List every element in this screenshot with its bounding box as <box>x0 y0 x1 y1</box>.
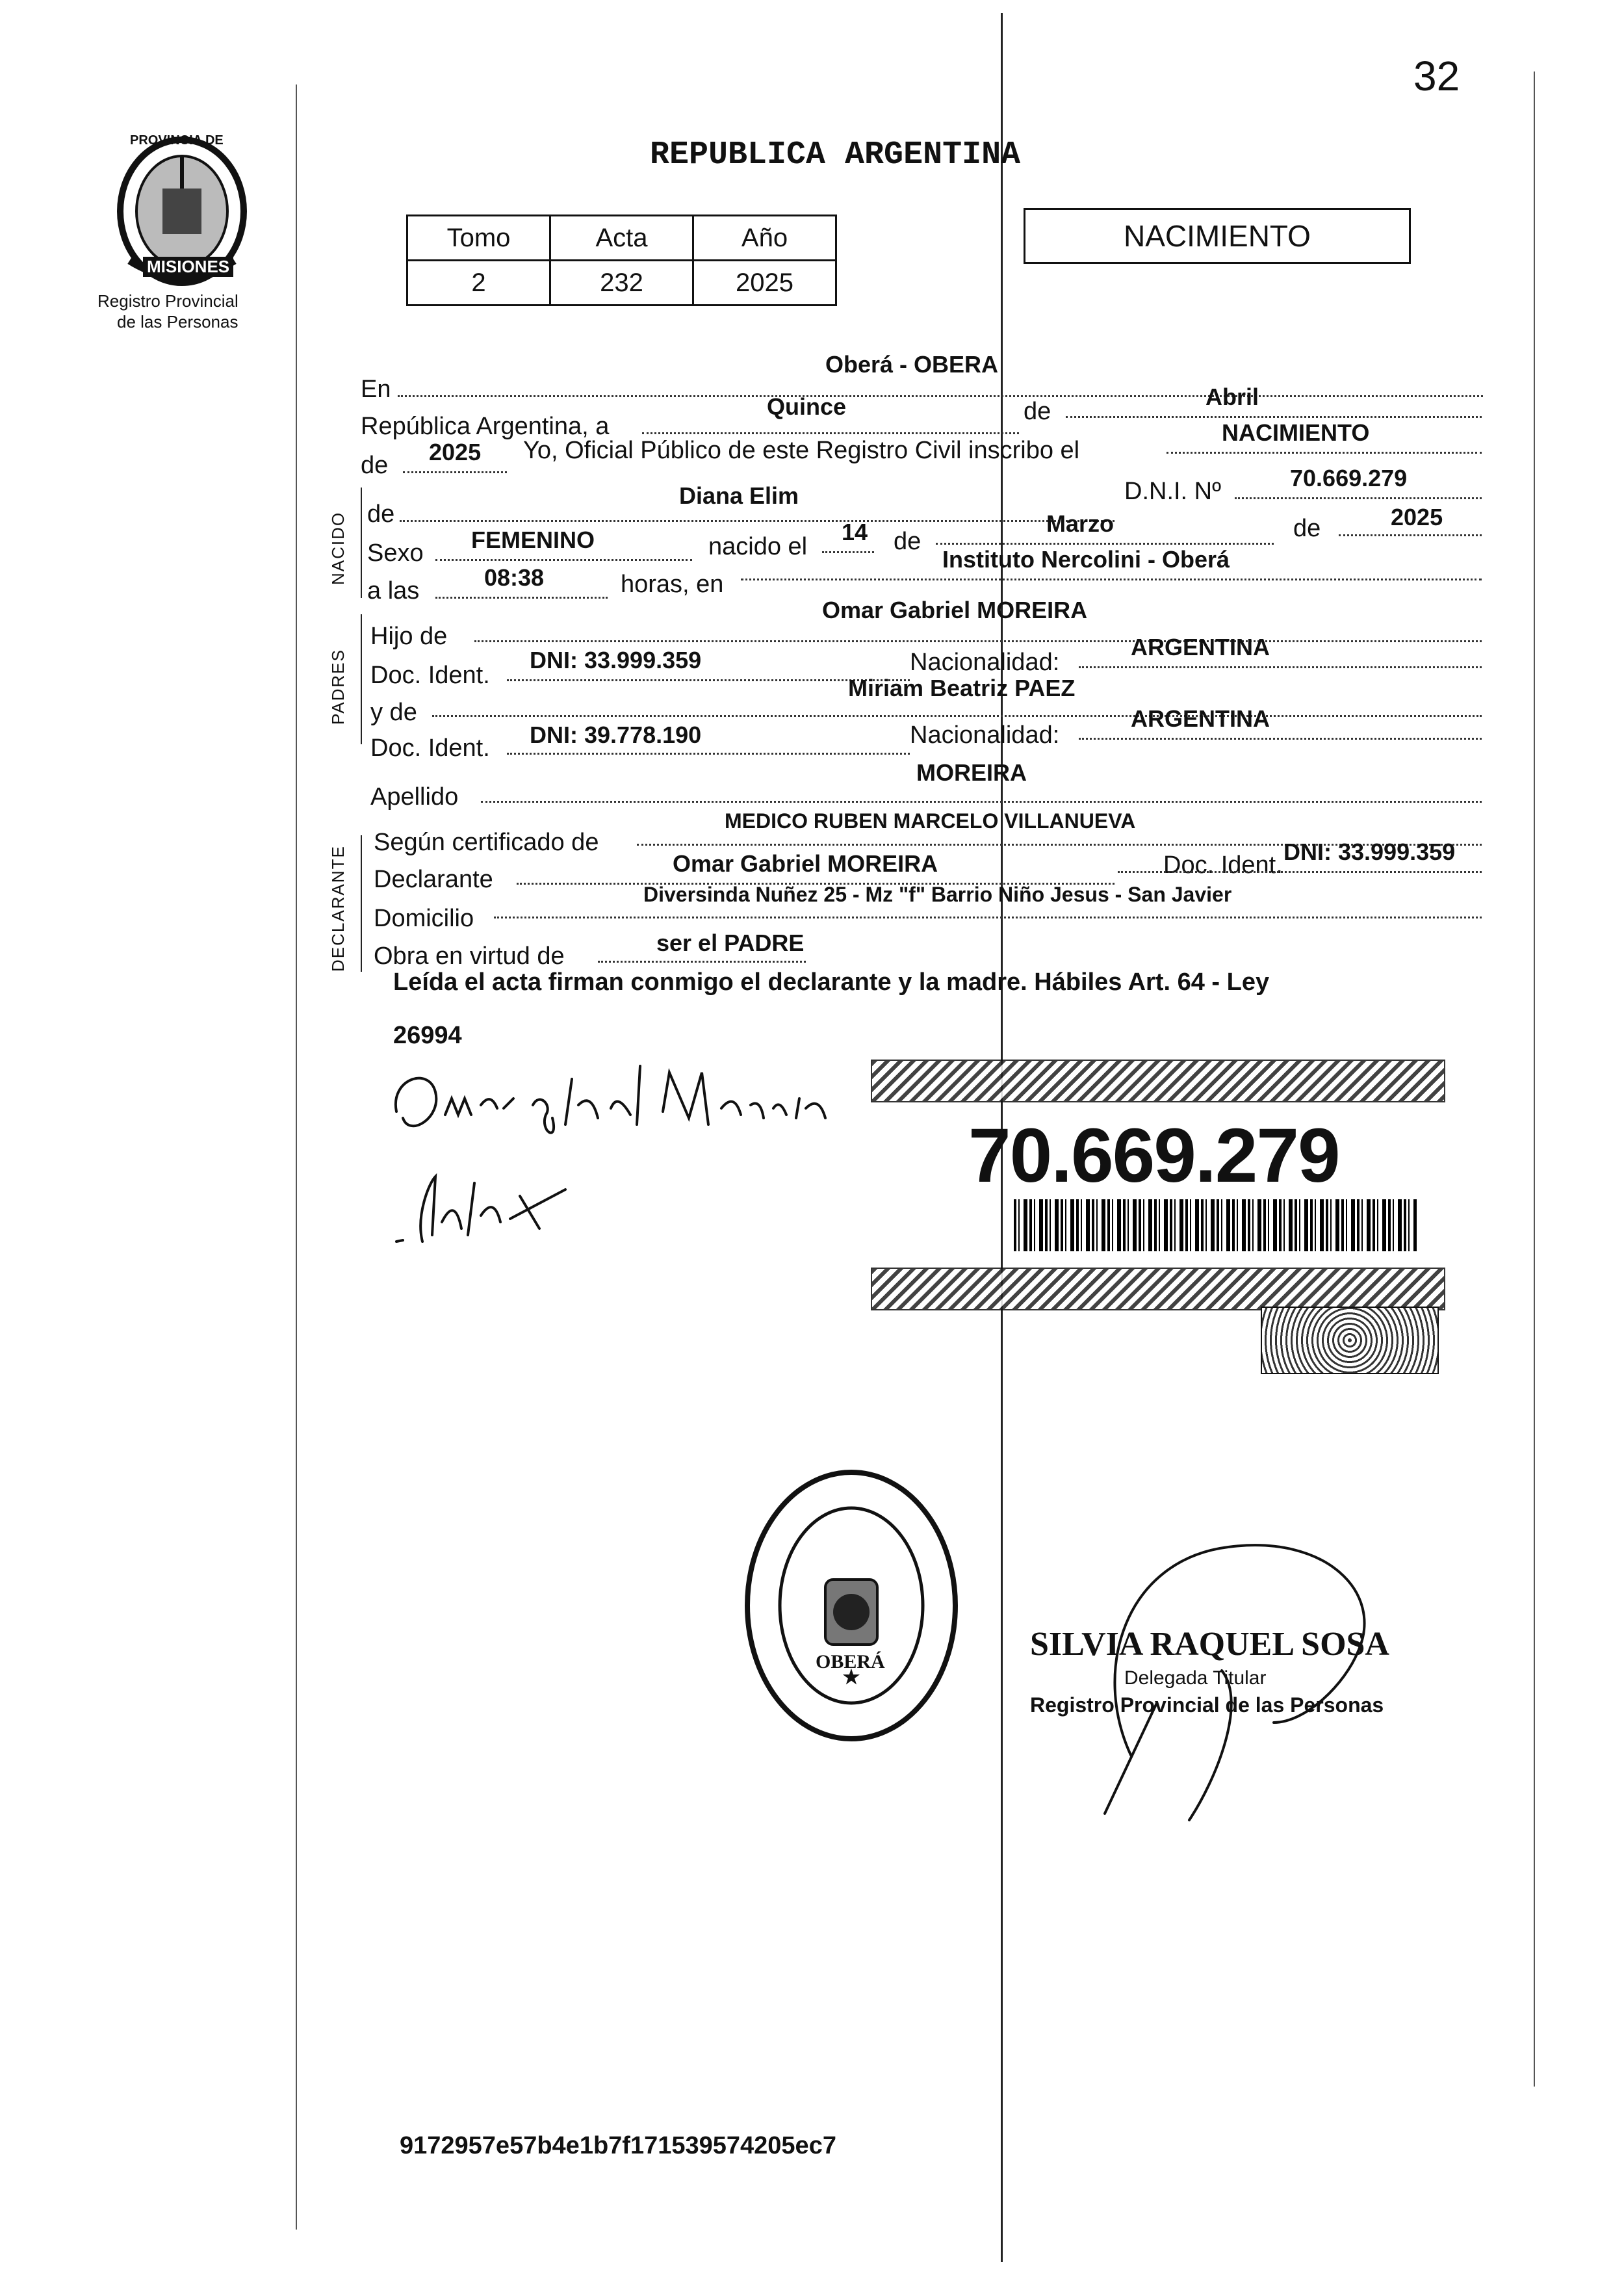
right-margin-line <box>1534 72 1535 2087</box>
dots <box>1118 871 1482 873</box>
dots <box>822 551 874 553</box>
declarante-doc-value: DNI: 33.999.359 <box>1283 839 1456 865</box>
document-hash: 9172957e57b4e1b7f171539574205ec7 <box>400 2132 836 2159</box>
dots <box>1079 738 1482 740</box>
nacionalidad-label-2: Nacionalidad: <box>910 722 1060 749</box>
stamp-barcode <box>1014 1199 1417 1251</box>
domicilio-label: Domicilio <box>374 905 474 932</box>
security-stamp-tab <box>1261 1307 1439 1374</box>
stamp-number: 70.669.279 <box>968 1113 1339 1199</box>
father-doc-value: DNI: 33.999.359 <box>530 647 702 673</box>
tomo-value: 2 <box>407 261 550 306</box>
obra-value: ser el PADRE <box>656 930 805 956</box>
dots <box>642 432 1019 434</box>
republica-label: República Argentina, a <box>361 413 610 440</box>
dni-value: 70.669.279 <box>1290 465 1408 491</box>
de-label-5: de <box>1293 515 1321 542</box>
de-label-4: de <box>894 528 922 555</box>
oficial-text: Yo, Oficial Público de este Registro Civil inscribo el <box>523 437 1080 464</box>
nacido-bracket <box>361 488 362 598</box>
dots <box>432 715 1482 717</box>
dni-label: D.N.I. Nº <box>1124 478 1221 505</box>
de-label-2: de <box>361 452 389 479</box>
hijo-label: Hijo de <box>370 623 448 650</box>
dots <box>474 640 1482 642</box>
dots <box>398 395 1483 397</box>
year-value: 2025 <box>429 439 482 465</box>
security-stamp-bottom <box>871 1268 1445 1310</box>
seal-city-text: OBERÁ <box>816 1651 885 1672</box>
declarante-bracket <box>361 835 362 972</box>
place-registration-value: Oberá - OBERA <box>825 351 999 378</box>
segun-label: Según certificado de <box>374 829 599 856</box>
dots <box>741 579 1482 580</box>
tomo-header: Tomo <box>407 216 550 261</box>
closing-text-line2: 26994 <box>393 1022 462 1049</box>
domicilio-value: Diversinda Nuñez 25 - Mz "f" Barrio Niño Jesus - San Javier <box>643 883 1232 906</box>
tomo-acta-table <box>406 215 837 306</box>
dots <box>936 543 1274 545</box>
dots <box>1166 452 1482 454</box>
anio-value: 2025 <box>693 261 836 306</box>
time-value: 08:38 <box>484 564 545 591</box>
father-name-value: Omar Gabriel MOREIRA <box>822 597 1088 623</box>
seal-banner-top: PROVINCIA DE <box>130 133 224 148</box>
document-heading: REPUBLICA ARGENTINA <box>650 137 1021 174</box>
doc-ident-label-3: Doc. Ident. <box>1163 852 1283 879</box>
birth-day-value: 14 <box>842 519 868 545</box>
de-label: de <box>1024 398 1051 425</box>
padres-bracket <box>361 614 362 744</box>
father-nationality-value: ARGENTINA <box>1131 634 1270 660</box>
month-value: Abril <box>1205 384 1259 410</box>
dots <box>507 753 910 755</box>
declarante-side-label: DECLARANTE <box>328 845 348 972</box>
dots <box>598 961 806 963</box>
alas-label: a las <box>367 577 420 605</box>
security-stamp-top <box>871 1060 1445 1102</box>
mother-name-value: Miriam Beatriz PAEZ <box>848 675 1076 701</box>
mother-nationality-value: ARGENTINA <box>1131 705 1270 732</box>
mother-signature <box>390 1157 585 1255</box>
left-margin-line <box>296 85 297 2230</box>
anio-header: Año <box>693 216 836 261</box>
nacido-label: nacido el <box>708 533 808 560</box>
nacionalidad-label: Nacionalidad: <box>910 649 1060 676</box>
event-value: NACIMIENTO <box>1222 419 1370 446</box>
delegation-round-seal <box>741 1463 962 1749</box>
apellido-label: Apellido <box>370 783 459 811</box>
dots <box>481 801 1482 803</box>
registry-caption-line2: de las Personas <box>117 312 238 332</box>
dots <box>400 520 1115 522</box>
certificate-value: MEDICO RUBEN MARCELO VILLANUEVA <box>725 809 1136 833</box>
birth-place-value: Instituto Nercolini - Oberá <box>942 546 1230 573</box>
sexo-label: Sexo <box>367 540 424 567</box>
official-name: SILVIA RAQUEL SOSA <box>1030 1626 1389 1663</box>
obra-label: Obra en virtud de <box>374 943 565 970</box>
dots <box>1079 666 1482 668</box>
doc-ident-label: Doc. Ident. <box>370 662 490 689</box>
acta-header: Acta <box>550 216 693 261</box>
de-label-3: de <box>367 501 395 528</box>
dots <box>403 471 507 473</box>
official-org: Registro Provincial de las Personas <box>1030 1693 1384 1717</box>
declarante-label: Declarante <box>374 866 493 893</box>
child-name-value: Diana Elim <box>679 482 799 509</box>
dots <box>1066 416 1482 418</box>
svg-text:★: ★ <box>842 1667 860 1688</box>
dots <box>1235 497 1482 499</box>
dots <box>494 917 1482 918</box>
dots <box>435 597 608 599</box>
day-value: Quince <box>767 393 847 420</box>
yde-label: y de <box>370 699 417 726</box>
dots <box>435 559 692 561</box>
seal-banner-bottom: MISIONES <box>143 257 233 277</box>
nacido-side-label: NACIDO <box>328 511 348 585</box>
registry-caption-line1: Registro Provincial <box>97 291 238 311</box>
mother-doc-value: DNI: 39.778.190 <box>530 722 702 748</box>
declarant-signature <box>383 1053 838 1157</box>
record-type-box <box>1024 208 1411 264</box>
page-number: 32 <box>1413 53 1460 99</box>
apellido-value: MOREIRA <box>916 759 1027 786</box>
declarante-name-value: Omar Gabriel MOREIRA <box>673 850 938 877</box>
horas-label: horas, en <box>621 571 724 598</box>
birth-month-value: Marzo <box>1046 510 1115 537</box>
birth-year-value: 2025 <box>1391 504 1443 530</box>
doc-ident-label-2: Doc. Ident. <box>370 735 490 762</box>
official-title: Delegada Titular <box>1124 1667 1267 1689</box>
closing-text-line1: Leída el acta firman conmigo el declarante y la madre. Hábiles Art. 64 - Ley <box>393 969 1270 996</box>
dots <box>1339 534 1482 536</box>
sexo-value: FEMENINO <box>471 527 595 553</box>
en-label: En <box>361 376 391 403</box>
record-type-label: NACIMIENTO <box>1124 219 1311 253</box>
acta-value: 232 <box>550 261 693 306</box>
padres-side-label: PADRES <box>328 649 348 725</box>
